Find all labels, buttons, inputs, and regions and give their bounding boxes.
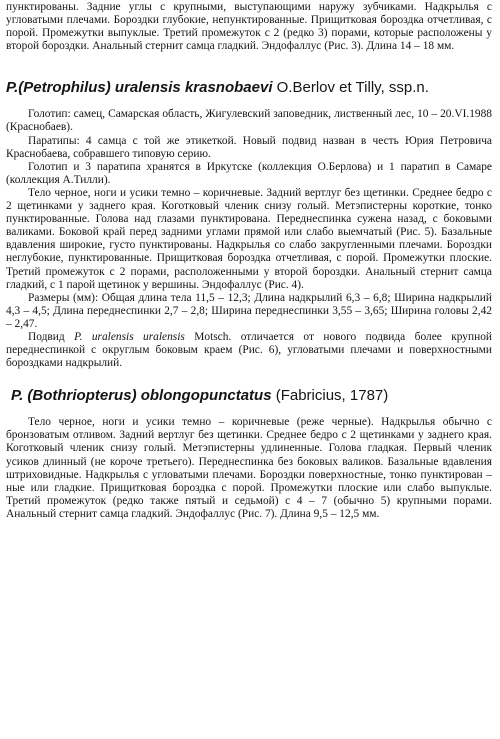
- taxon-name: P.(Petrophilus) uralensis krasnobaevi: [6, 79, 273, 97]
- comparison-paragraph: [6, 331, 492, 370]
- paratypes-paragraph: Паратипы: 4 самца с той же этикеткой. Новый подвид назван в честь Юрия Петровича Краснобаева, собравшего типовую серию.: [6, 134, 492, 160]
- description-paragraph: Тело черное, ноги и усики темно – коричневые. Задний вертлуг без щетинки. Среднее бедро с 2 щетинками у заднего края. Коготковый членик снизу голый. Метэпистерны короткие, тонко пунктированные. Голова над глазами пунктирована. Переднеспинка сужена назад, с боковыми валиками. Боковой край перед задними углами прямой или слабо выемчатый (Рис. 5). Базальные вдавления широкие, густо пунктированы. Надкрылья со слабо закругленными плечами. Бороздки неглубокие, пунктированные. Прищитковая бороздка отчетливая, с порой. Промежутки плоские. Третий промежуток с 2 порами, расположенными у второй бороздки. Анальный стернит самца гладкий, с 1 парой щетинок у вершины. Эндофаллус (Рис. 4).: [6, 186, 492, 291]
- comparison-text-start: Подвид: [28, 330, 75, 343]
- section-heading-krasnobaevi: [6, 79, 492, 97]
- comparison-taxon-name: P. uralensis uralensis: [74, 330, 185, 343]
- holotype-paragraph: Голотип: самец, Самарская область, Жигулевский заповедник, лиственный лес, 10 – 20.VI.1988 (Краснобаев).: [6, 108, 492, 134]
- storage-paragraph: Голотип и 3 паратипа хранятся в Иркутске (коллекция О.Берлова) и 1 паратип в Самаре (коллекция А.Тилли).: [6, 160, 492, 186]
- description-paragraph: Тело черное, ноги и усики темно – коричневые (реже черные). Надкрылья обычно с бронзоватым отливом. Задний вертлуг без щетинки. Среднее бедро с 2 щетинками у заднего края. Коготковый членик снизу голый. Метэпистерны удлиненные. Голова гладкая. Первый членик усиков длинный (не короче третьего). Переднеспинка без боковых валиков. Базальные вдавления штриховидные. Надкрылья с угловатыми плечами. Бороздки поверхностные, тонко пунктирован – ные или гладкие. Прищитковая бороздка с порой. Промежутки плоские или слабо выпуклые. Третий промежуток (редко также пятый и седьмой) с 4 – 7 (обычно 5) крупными порами. Анальный стернит самца гладкий. Эндофаллус (Рис. 7). Длина 9,5 – 12,5 мм.: [6, 416, 492, 520]
- sizes-paragraph: Размеры (мм): Общая длина тела 11,5 – 12,3; Длина надкрылий 6,3 – 6,8; Ширина надкрылий 4,3 – 4,5; Длина переднеспинки 2,7 – 2,8; Ширина переднеспинки 3,55 – 3,65; Ширина головы 2,42 – 2,47.: [6, 291, 492, 330]
- taxon-author: O.Berlov et Tilly, ssp.n.: [272, 79, 429, 97]
- taxon-author: (Fabricius, 1787): [271, 387, 389, 405]
- section-heading-oblongopunctatus: [11, 387, 492, 405]
- intro-paragraph: пунктированы. Задние углы с крупными, выступающими наружу зубчиками. Надкрылья с угловатыми плечами. Бороздки глубокие, непунктированные. Прищитковая бороздка отчетливая, с порой. Промежутки выпуклые. Третий промежуток с 2 (редко 3) порами, которые расположены у второй бороздки. Анальный стернит самца гладкий. Эндофаллус (Рис. 3). Длина 14 – 18 мм.: [6, 1, 492, 53]
- comparison-text-end: Motsch. отличается от нового подвида более крупной переднеспинкой с округлым боковым краем (Рис. 6), угловатыми плечами и поверхностными бороздками надкрылий.: [6, 330, 492, 370]
- document-page: [6, 1, 492, 521]
- taxon-name: P. (Bothriopterus) oblongopunctatus: [11, 387, 272, 405]
